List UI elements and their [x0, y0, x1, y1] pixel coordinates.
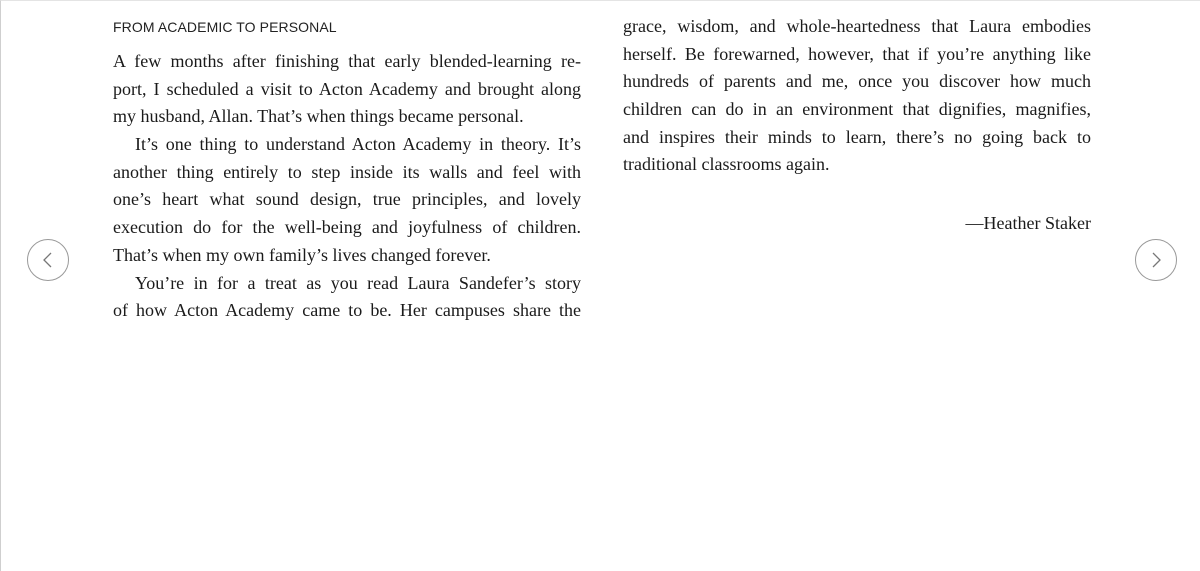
text-line: execution do for the well-being and joyfulness of children. — [113, 217, 581, 238]
next-page-button[interactable] — [1135, 239, 1177, 281]
text-line: A few months after finishing that early blended-learning re- — [113, 51, 581, 71]
text-line: of how Acton Academy came to be. Her campuses share the — [113, 300, 581, 321]
text-line: It’s one thing to understand Acton Academy in theory. It’s — [135, 134, 581, 155]
text-line: port, I scheduled a visit to Acton Academy and brought along — [113, 78, 581, 99]
chevron-left-icon — [41, 252, 55, 268]
left-page — [113, 51, 581, 328]
text-line: another thing entirely to step inside its walls and feel with — [113, 161, 581, 182]
text-line: children can do in an environment that dignifies, magnifies, — [623, 99, 1091, 120]
text-line: and inspires their minds to learn, there’s no going back to — [623, 126, 1091, 147]
text-line: hundreds of parents and me, once you discover how much — [623, 71, 1091, 92]
previous-page-button[interactable] — [27, 239, 69, 281]
chapter-title: FROM ACADEMIC TO PERSONAL — [113, 19, 337, 35]
text-line: my husband, Allan. That’s when things became personal. — [113, 106, 524, 127]
text-line: herself. Be forewarned, however, that if you’re anything like — [623, 43, 1091, 64]
signature: —Heather Staker — [965, 213, 1091, 234]
text-line: traditional classrooms again. — [623, 154, 830, 175]
text-line: That’s when my own family’s lives changed forever. — [113, 244, 491, 265]
text-line: one’s heart what sound design, true principles, and lovely — [113, 189, 581, 210]
right-page — [623, 16, 1091, 241]
text-line: grace, wisdom, and whole-heartedness that Laura embodies — [623, 16, 1091, 36]
text-line: You’re in for a treat as you read Laura Sandefer’s story — [135, 272, 581, 293]
chevron-right-icon — [1149, 252, 1163, 268]
